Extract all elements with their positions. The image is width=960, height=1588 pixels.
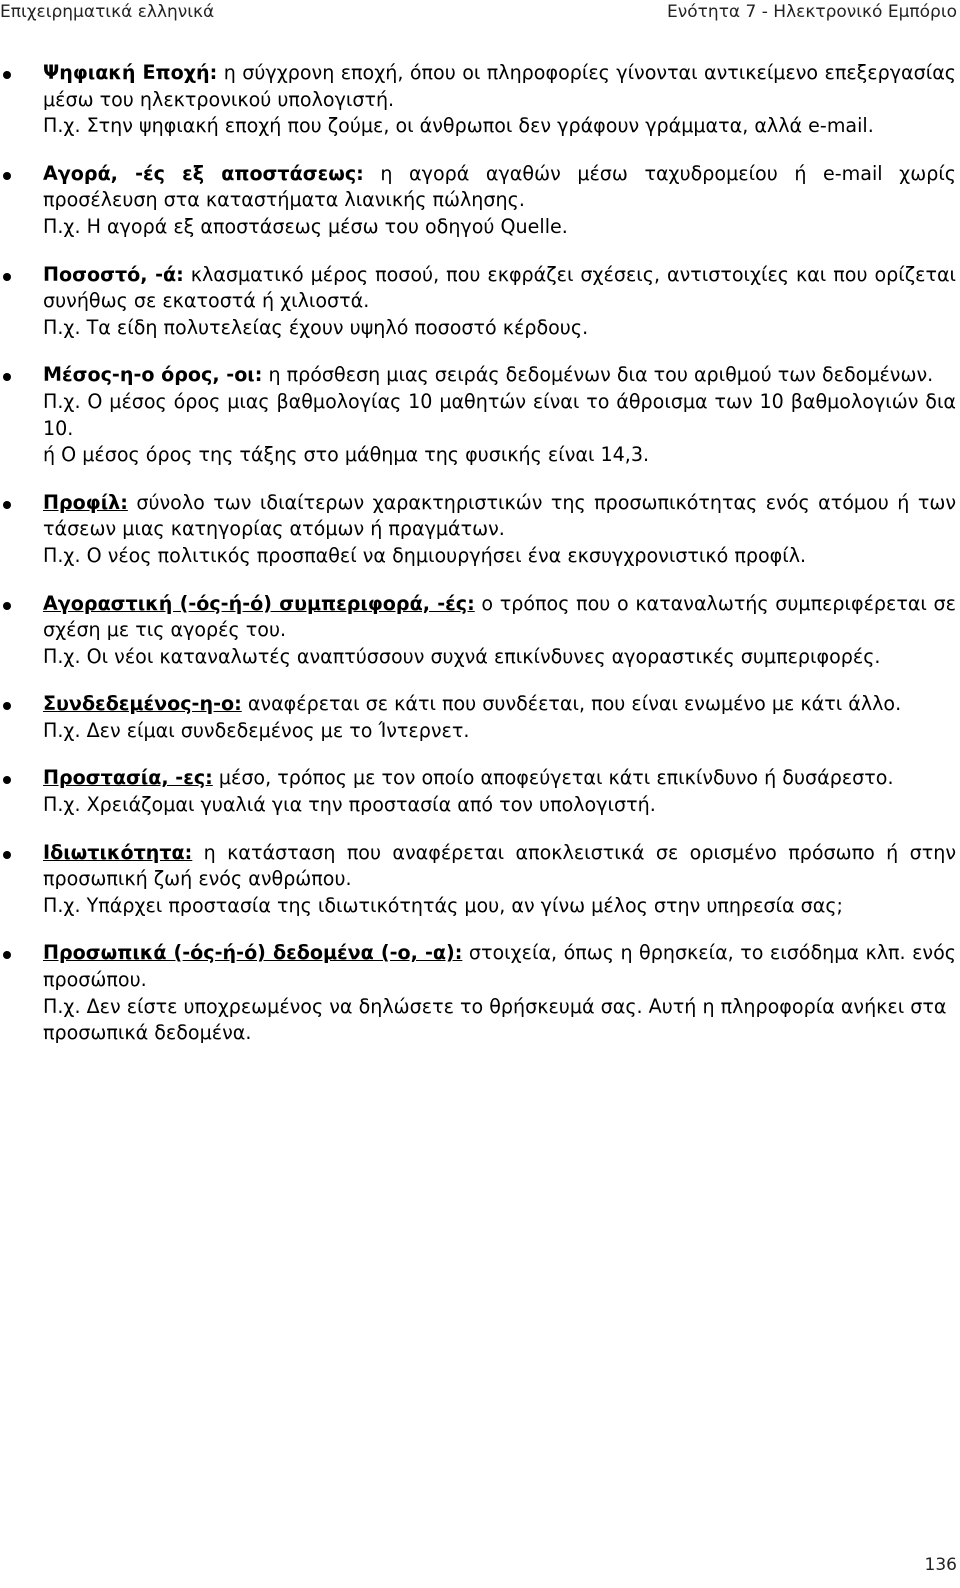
header-chapter-title: Ενότητα 7 - Ηλεκτρονικό Εμπόριο: [667, 2, 957, 22]
glossary-entry: [0, 490, 960, 570]
entry-definition: η πρόσθεση μιας σειράς δεδομένων δια του αριθμού των δεδομένων.: [262, 363, 934, 387]
entry-definition: μέσο, τρόπος με τον οποίο αποφεύγεται κάτι επικίνδυνο ή δυσάρεστο.: [212, 766, 894, 790]
glossary-entry: [0, 691, 960, 744]
entry-definition-line: [43, 691, 956, 718]
entry-definition-line: [43, 765, 956, 792]
entry-term: Ιδιωτικότητα:: [43, 840, 193, 864]
entry-term: Προσωπικά (-ός-ή-ό) δεδομένα (-ο, -α):: [43, 941, 463, 965]
entry-term: Ποσοστό, -ά:: [43, 262, 184, 286]
entry-term: Μέσος-η-ο όρος, -οι:: [43, 363, 263, 387]
bullet-icon: [3, 373, 11, 381]
entry-definition: στοιχεία, όπως η θρησκεία, το εισόδημα κλπ. ενός προσώπου.: [43, 941, 956, 992]
glossary-entry: [0, 262, 960, 342]
entry-term: Προστασία, -ες:: [43, 766, 213, 790]
entry-example: ή Ο μέσος όρος της τάξης στο μάθημα της φυσικής είναι 14,3.: [43, 443, 650, 467]
entry-definition: η σύγχρονη εποχή, όπου οι πληροφορίες γίνονται αντικείμενο επεξεργασίας μέσω του ηλεκτρονικού υπολογιστή.: [43, 61, 956, 111]
glossary-entry: [0, 161, 960, 241]
entry-definition: σύνολο των ιδιαίτερων χαρακτηριστικών της προσωπικότητας ενός ατόμου ή των τάσεων μιας κατηγορίας ατόμων ή πραγμάτων.: [43, 490, 956, 541]
glossary-entry: [0, 765, 960, 818]
entry-definition-line: [43, 490, 956, 543]
glossary-list: [0, 60, 960, 1068]
entry-example: Π.χ. Η αγορά εξ αποστάσεως μέσω του οδηγού Quelle.: [43, 214, 568, 238]
glossary-entry: [0, 840, 960, 920]
entry-definition: αναφέρεται σε κάτι που συνδέεται, που είναι ενωμένο με κάτι άλλο.: [241, 692, 902, 716]
entry-example: Π.χ. Τα είδη πολυτελείας έχουν υψηλό ποσοστό κέρδους.: [43, 315, 589, 339]
bullet-icon: [3, 71, 11, 79]
entry-definition-line: [43, 591, 956, 644]
bullet-icon: [3, 951, 11, 959]
entry-definition: η κατάσταση που αναφέρεται αποκλειστικά σε ορισμένο πρόσωπο ή στην προσωπική ζωή ενός ανθρώπου.: [43, 840, 956, 891]
entry-definition: η αγορά αγαθών μέσω ταχυδρομείου ή e-mail χωρίς προσέλευση στα καταστήματα λιανικής πώλησης.: [43, 161, 956, 212]
entry-definition-line: [43, 161, 956, 214]
entry-definition: ο τρόπος που ο καταναλωτής συμπεριφέρεται σε σχέση με τις αγορές του.: [43, 591, 956, 642]
entry-term: Ψηφιακή Εποχή:: [43, 61, 218, 84]
entry-definition-line: [43, 840, 956, 893]
entry-example: Π.χ. Οι νέοι καταναλωτές αναπτύσσουν συχνά επικίνδυνες αγοραστικές συμπεριφορές.: [43, 644, 881, 668]
bullet-icon: [3, 602, 11, 610]
entry-term: Συνδεδεμένος-η-ο:: [43, 692, 242, 716]
bullet-icon: [3, 273, 11, 281]
entry-definition-line: [43, 60, 956, 113]
entry-example: Π.χ. Δεν είμαι συνδεδεμένος με το Ίντερνετ.: [43, 718, 470, 742]
entry-definition-line: [43, 262, 956, 315]
glossary-entry: [0, 591, 960, 671]
header-book-title: Επιχειρηματικά ελληνικά: [0, 2, 215, 22]
glossary-entry: [0, 362, 960, 468]
bullet-icon: [3, 776, 11, 784]
page-number: 136: [924, 1555, 957, 1575]
entry-definition: κλασματικό μέρος ποσού, που εκφράζει σχέσεις, αντιστοιχίες και που ορίζεται συνήθως σε εκατοστά ή χιλιοστά.: [43, 262, 956, 313]
entry-definition-line: [43, 362, 956, 389]
entry-example: Π.χ. Δεν είστε υποχρεωμένος να δηλώσετε το θρήσκευμά σας. Αυτή η πληροφορία ανήκει στα προσωπικά δεδομένα.: [43, 994, 947, 1045]
entry-definition-line: [43, 940, 956, 993]
entry-term: Προφίλ:: [43, 490, 128, 514]
entry-example: Π.χ. Χρειάζομαι γυαλιά για την προστασία από τον υπολογιστή.: [43, 793, 656, 817]
glossary-entry: [0, 60, 960, 140]
bullet-icon: [3, 172, 11, 180]
entry-example: Π.χ. Ο μέσος όρος μιας βαθμολογίας 10 μαθητών είναι το άθροισμα των 10 βαθμολογιών δια 10.: [43, 389, 956, 440]
bullet-icon: [3, 501, 11, 509]
page-header: [0, 0, 960, 22]
entry-term: Αγοραστική (-ός-ή-ό) συμπεριφορά, -ές:: [43, 591, 475, 615]
entry-example: Π.χ. Στην ψηφιακή εποχή που ζούμε, οι άνθρωποι δεν γράφουν γράμματα, αλλά e-mail.: [43, 114, 874, 138]
bullet-icon: [3, 702, 11, 710]
entry-example: Π.χ. Υπάρχει προστασία της ιδιωτικότητάς μου, αν γίνω μέλος στην υπηρεσία σας;: [43, 893, 843, 917]
entry-term: Αγορά, -ές εξ αποστάσεως:: [43, 161, 364, 185]
entry-example: Π.χ. Ο νέος πολιτικός προσπαθεί να δημιουργήσει ένα εκσυγχρονιστικό προφίλ.: [43, 543, 807, 567]
glossary-entry: [0, 940, 960, 1046]
bullet-icon: [3, 851, 11, 859]
